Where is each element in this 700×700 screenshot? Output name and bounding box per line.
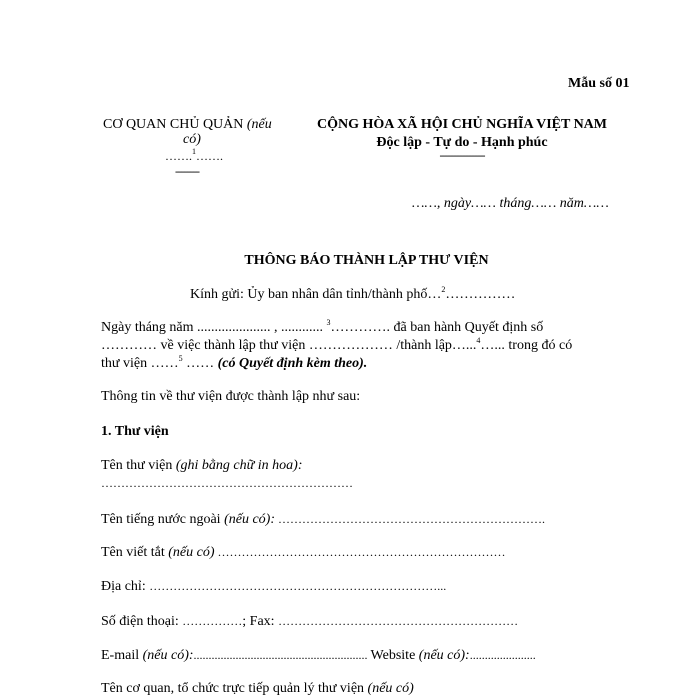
national-rule: --------------- xyxy=(439,148,485,162)
managing-agency-label: Tên cơ quan, tổ chức trực tiếp quản lý thư viện xyxy=(101,681,368,696)
agency-note: (nếu xyxy=(246,117,272,132)
abbreviation-field xyxy=(101,545,506,561)
intro-line: Thông tin về thư viện được thành lập như sau: xyxy=(101,389,361,404)
abbreviation-dots: ……………………………………………………………… xyxy=(214,545,506,559)
agency-header xyxy=(103,117,303,179)
library-name-label: Tên thư viện xyxy=(101,458,176,473)
website-note: (nếu có): xyxy=(418,648,470,663)
address-field xyxy=(101,579,446,595)
foreign-name-label: Tên tiếng nước ngoài xyxy=(101,512,225,527)
managing-agency-field xyxy=(101,681,414,697)
abbreviation-note: (nếu có) xyxy=(168,545,215,560)
document-title: THÔNG BÁO THÀNH LẬP THƯ VIỆN xyxy=(244,253,489,268)
recipient-line: Kính gửi: Ủy ban nhân dân tỉnh/thành phố…$^2$…………… xyxy=(190,285,516,302)
agency-blank: …….$^1$……. xyxy=(165,147,223,163)
national-motto: Độc lập - Tự do - Hạnh phúc xyxy=(376,135,548,150)
footnote-3: 3 xyxy=(326,318,331,327)
fax-label: ; Fax: xyxy=(242,614,279,629)
managing-agency-note: (nếu có) xyxy=(367,681,414,696)
website-label: Website xyxy=(370,648,419,663)
national-title: CỘNG HÒA XÃ HỘI CHỦ NGHĨA VIỆT NAM xyxy=(316,117,607,132)
attachment-note: (có Quyết định kèm theo). xyxy=(217,356,368,371)
library-name-field xyxy=(101,458,302,474)
website-dots: ...................... xyxy=(469,648,536,662)
footnote-4: 4 xyxy=(476,336,481,345)
foreign-name-note: (nếu có): xyxy=(224,512,275,527)
library-name-dots: ……………………………………………………… xyxy=(101,476,353,490)
agency-line xyxy=(103,117,303,133)
abbreviation-label: Tên viết tắt xyxy=(101,545,169,560)
footnote-2: 2 xyxy=(441,285,446,294)
address-dots: ………………………………………………………………... xyxy=(149,579,447,593)
form-number: Mẫu số 01 xyxy=(568,76,630,91)
email-note: (nếu có): xyxy=(142,648,194,663)
section-1-heading: 1. Thư viện xyxy=(101,424,169,439)
footnote-5: 5 xyxy=(178,354,183,363)
library-name-note: (ghi bằng chữ in hoa): xyxy=(175,458,303,473)
decision-line-1: Ngày tháng năm ..................... , ............ $^3$…………. đã ban hành Quyết định số xyxy=(101,318,544,335)
decision-line-3: thư viện ……$^5$ …… (có Quyết định kèm theo). xyxy=(101,354,368,371)
decision-line-2: ………… về việc thành lập thư viện ……………… /thành lập…...$^4$…... trong đó có xyxy=(101,336,573,353)
foreign-name-field xyxy=(101,512,545,528)
date-line: ……, ngày…… tháng…… năm…… xyxy=(412,196,609,211)
email-dots: .......................................................... xyxy=(193,648,371,662)
fax-dots: …………………………………………………… xyxy=(278,614,519,628)
agency-name: CƠ QUAN CHỦ QUẢN xyxy=(103,117,244,132)
email-website-field xyxy=(101,648,536,664)
agency-rule: -------- xyxy=(175,164,199,178)
footnote-1: 1 xyxy=(192,147,196,156)
foreign-name-dots: …………………………………………………………. xyxy=(275,512,545,526)
agency-note-cont: có) xyxy=(183,132,201,147)
phone-label: Số điện thoại: xyxy=(101,614,183,629)
phone-fax-field xyxy=(101,614,518,630)
email-label: E-mail xyxy=(101,648,143,663)
address-label: Địa chỉ: xyxy=(101,579,150,594)
phone-dots: …………… xyxy=(182,614,243,628)
